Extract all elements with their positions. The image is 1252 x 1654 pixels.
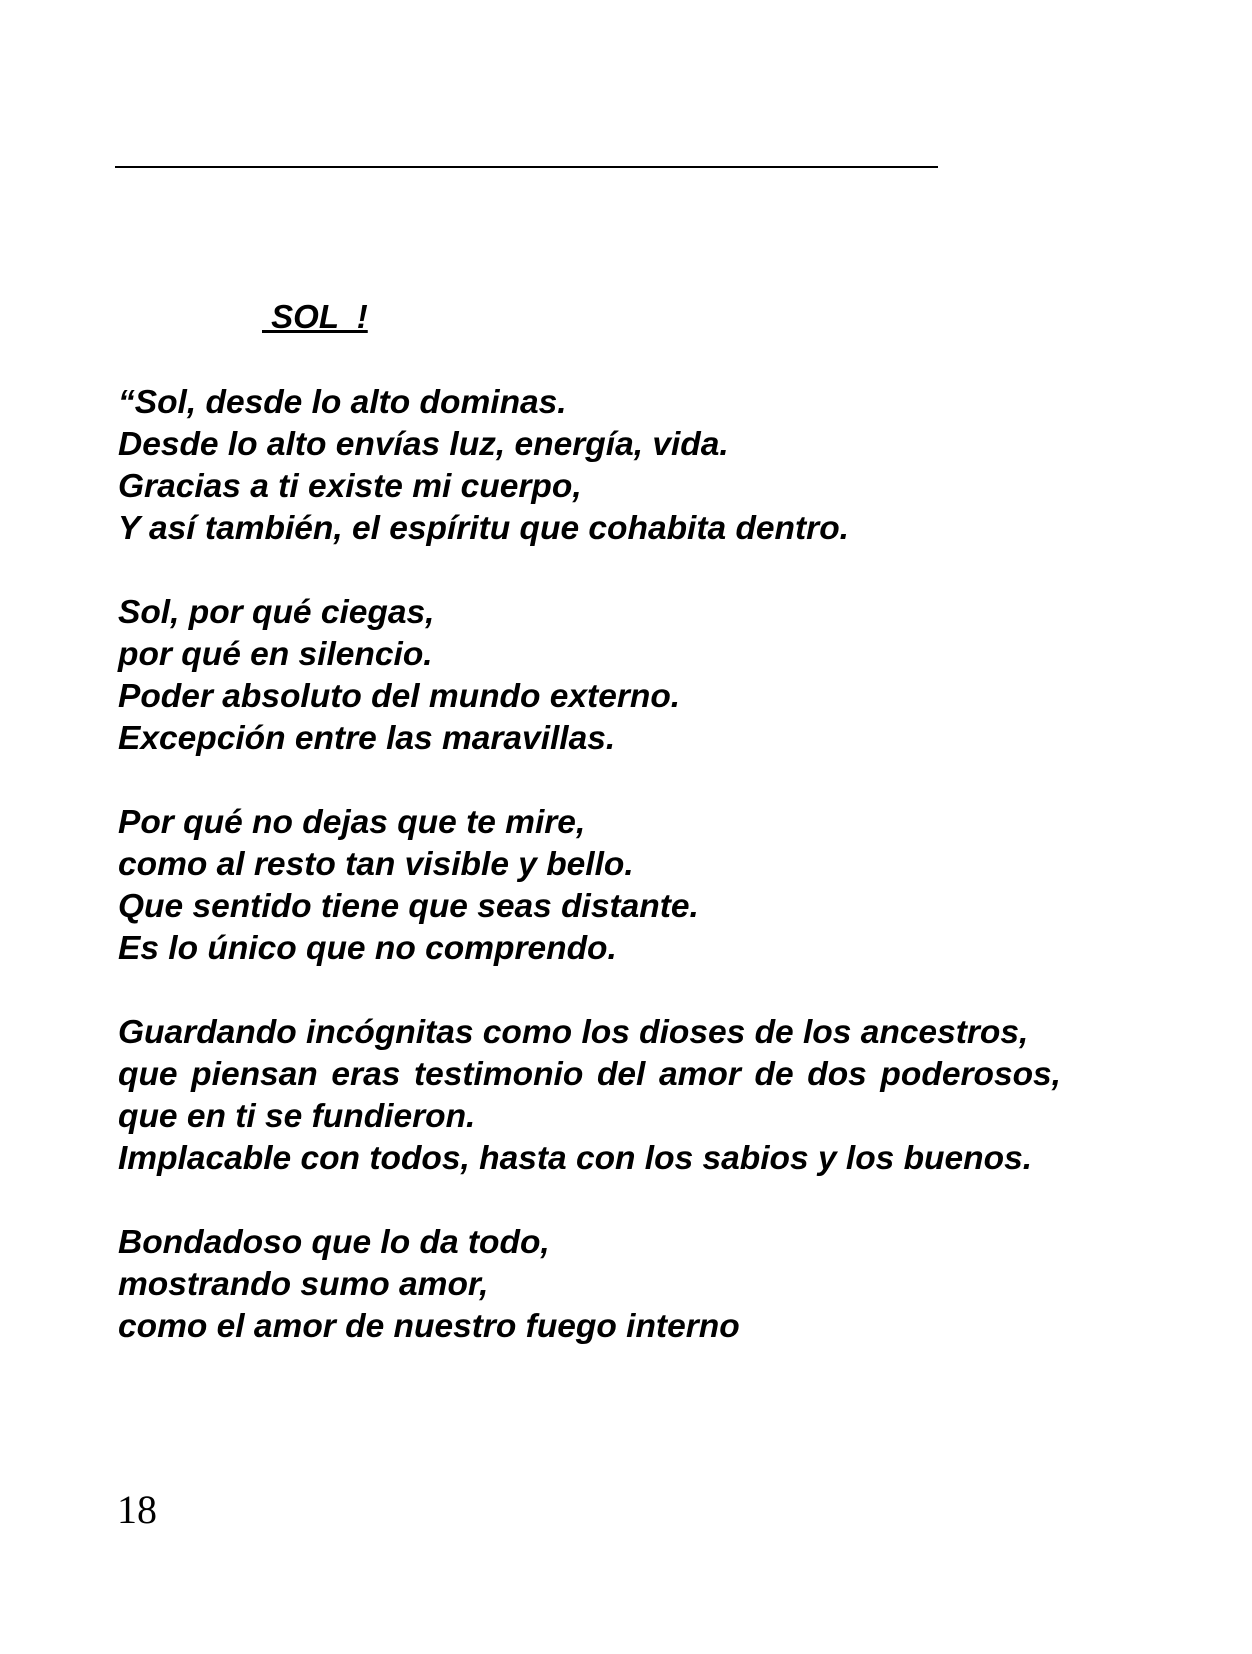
page-number: 18 <box>117 1487 157 1532</box>
stanza <box>118 592 1061 760</box>
poem-line: Que sentido tiene que seas distante. <box>118 888 699 925</box>
poem-line: que piensan eras testimonio del amor de dos poderosos, que en ti se fundieron. <box>118 1056 1061 1135</box>
header-rule <box>115 166 938 168</box>
poem-line: Es lo único que no comprendo. <box>118 930 617 967</box>
poem-line: Bondadoso que lo da todo, <box>118 1224 550 1261</box>
poem-line: por qué en silencio. <box>118 636 433 673</box>
poem-title: SOL ! <box>262 298 368 335</box>
poem-line: mostrando sumo amor, <box>118 1266 489 1303</box>
poem-line: Gracias a ti existe mi cuerpo, <box>118 468 582 505</box>
poem-line: Por qué no dejas que te mire, <box>118 804 586 841</box>
poem-line: Y así también, el espíritu que cohabita dentro. <box>118 510 849 547</box>
poem-line: “Sol, desde lo alto dominas. <box>118 384 567 421</box>
stanza <box>118 1012 1061 1180</box>
stanza <box>118 382 1061 550</box>
poem-line: como el amor de nuestro fuego interno <box>118 1308 740 1345</box>
poem-line: como al resto tan visible y bello. <box>118 846 634 883</box>
poem-line: Excepción entre las maravillas. <box>118 720 616 757</box>
poem-body <box>118 382 1061 1390</box>
poem-line: Desde lo alto envías luz, energía, vida. <box>118 426 729 463</box>
poem-line: Guardando incógnitas como los dioses de los ancestros, <box>118 1014 1029 1051</box>
poem-line: Implacable con todos, hasta con los sabios y los buenos. <box>118 1140 1033 1177</box>
poem-line: Sol, por qué ciegas, <box>118 594 435 631</box>
stanza <box>118 1222 1061 1348</box>
stanza <box>118 802 1061 970</box>
poem-line: Poder absoluto del mundo externo. <box>118 678 681 715</box>
